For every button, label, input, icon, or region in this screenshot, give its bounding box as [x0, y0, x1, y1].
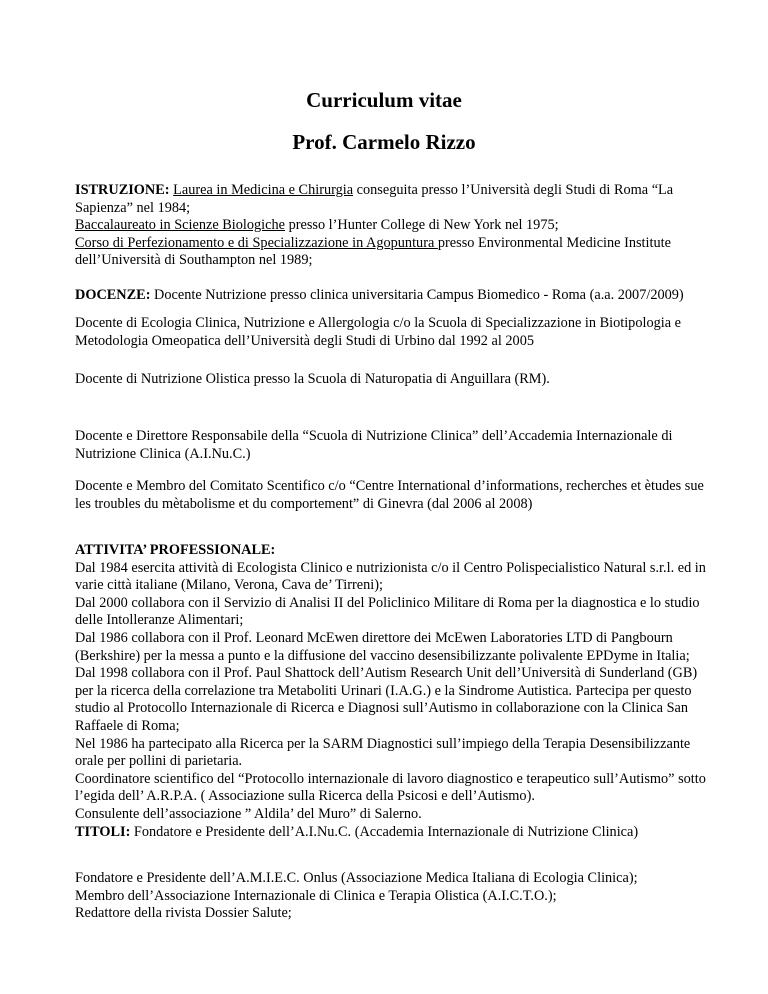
titoli-line-4: Redattore della rivista Dossier Salute;: [75, 905, 292, 922]
attivita-line-3: Dal 1986 collabora con il Prof. Leonard McEwen direttore dei McEwen Laboratories LTD di Pangbourn (Berkshire) per la messa a punto e la diffusione del vaccino desensibilizzante polivalente EPDyme in Italia;: [75, 629, 690, 664]
docenze-text-3: Docente di Nutrizione Olistica presso la Scuola di Naturopatia di Anguillara (RM).: [75, 371, 550, 387]
baccalaureato-text: presso l’Hunter College di New York nel 1975;: [285, 217, 559, 234]
titoli-line-1: [75, 824, 715, 842]
istruzione-heading: ISTRUZIONE:: [75, 182, 170, 198]
titoli-line-2: Fondatore e Presidente dell’A.M.I.E.C. Onlus (Associazione Medica Italiana di Ecologia Clinica);: [75, 870, 638, 886]
attivita-section: [75, 542, 715, 841]
attivita-line-4: Dal 1998 collabora con il Prof. Paul Shattock dell’Autism Research Unit dell’Università di Sunderland (GB) per la ricerca della correlazione tra Metaboliti Urinari (I.A.G.) e la Sindrome Autistica. Partecipa per questo studio al Protocollo Internazionale di Ricerca e Diagnosi sull’Autismo in collaborazione con la Clinica San Raffaele di Roma;: [75, 665, 698, 734]
titoli-heading: TITOLI:: [75, 823, 131, 840]
docenze-text-1: Docente Nutrizione presso clinica universitaria Campus Biomedico - Roma (a.a. 2007/2009): [150, 287, 684, 303]
docenze-text-5: Docente e Membro del Comitato Scentifico c/o “Centre International d’informations, recherches et ètudes sue les troubles du mètabolisme et du comportement” di Ginevra (dal 2006 al 2008): [75, 478, 704, 512]
baccalaureato-link: Baccalaureato in Scienze Biologiche: [75, 217, 285, 234]
docenze-p3: [75, 371, 715, 389]
docenze-p4: [75, 428, 715, 463]
docenze-text-4: Docente e Direttore Responsabile della “Scuola di Nutrizione Clinica” dell’Accademia Internazionale di Nutrizione Clinica (A.I.Nu.C.): [75, 428, 673, 462]
docenze-p1: [75, 287, 715, 305]
attivita-line-7: Consulente dell’associazione ” Aldila’ del Muro” di Salerno.: [75, 805, 422, 822]
laurea-text: conseguita presso l’Università degli Studi di Roma “La Sapienza” nel 1984;: [75, 182, 674, 216]
titoli-line-3: Membro dell’Associazione Internazionale di Clinica e Terapia Olistica (A.I.C.T.O.);: [75, 887, 557, 904]
istruzione-line-2: [75, 217, 715, 235]
istruzione-line-1: [75, 182, 715, 217]
laurea-link: Laurea in Medicina e Chirurgia: [173, 182, 354, 198]
attivita-line-5: Nel 1986 ha partecipato alla Ricerca per la SARM Diagnostici sull’impiego della Terapia Desensibilizzante orale per pollini di parietaria.: [75, 735, 691, 770]
istruzione-line-3: [75, 235, 715, 270]
document-title: Curriculum vitae: [306, 88, 462, 112]
attivita-line-1: Dal 1984 esercita attività di Ecologista Clinico e nutrizionista c/o il Centro Polispecialistico Natural s.r.l. ed in varie città italiane (Milano, Verona, Cava de’ Tirreni);: [75, 559, 706, 594]
docenze-text-2: Docente di Ecologia Clinica, Nutrizione e Allergologia c/o la Scuola di Specializzazione in Biotipologia e Metodologia Omeopatica dell’Università degli Studi di Urbino dal 1992 al 2005: [75, 315, 681, 349]
attivita-line-6: Coordinatore scientifico del “Protocollo internazionale di lavoro diagnostico e terapeutico sull’Autismo” sotto l’egida dell’ A.R.P.A. ( Associazione sulla Ricerca della Psicosi e dell’Autismo).: [75, 770, 706, 805]
corso-link: Corso di Perfezionamento e di Specializzazione in Agopuntura: [75, 234, 438, 251]
docenze-p2: [75, 315, 715, 350]
attivita-heading: ATTIVITA’ PROFESSIONALE:: [75, 542, 276, 558]
istruzione-section: [75, 182, 715, 270]
titoli-text-1: Fondatore e Presidente dell’A.I.Nu.C. (Accademia Internazionale di Nutrizione Clinica): [130, 823, 639, 840]
corso-text: presso Environmental Medicine Institute dell’Università di Southampton nel 1989;: [75, 234, 671, 269]
docenze-heading: DOCENZE:: [75, 287, 151, 303]
titoli-section: [75, 870, 715, 923]
author-name: Prof. Carmelo Rizzo: [292, 130, 476, 154]
docenze-p5: [75, 478, 715, 513]
attivita-line-2: Dal 2000 collabora con il Servizio di Analisi II del Policlinico Militare di Roma per la diagnostica e lo studio delle Intolleranze Alimentari;: [75, 594, 700, 629]
